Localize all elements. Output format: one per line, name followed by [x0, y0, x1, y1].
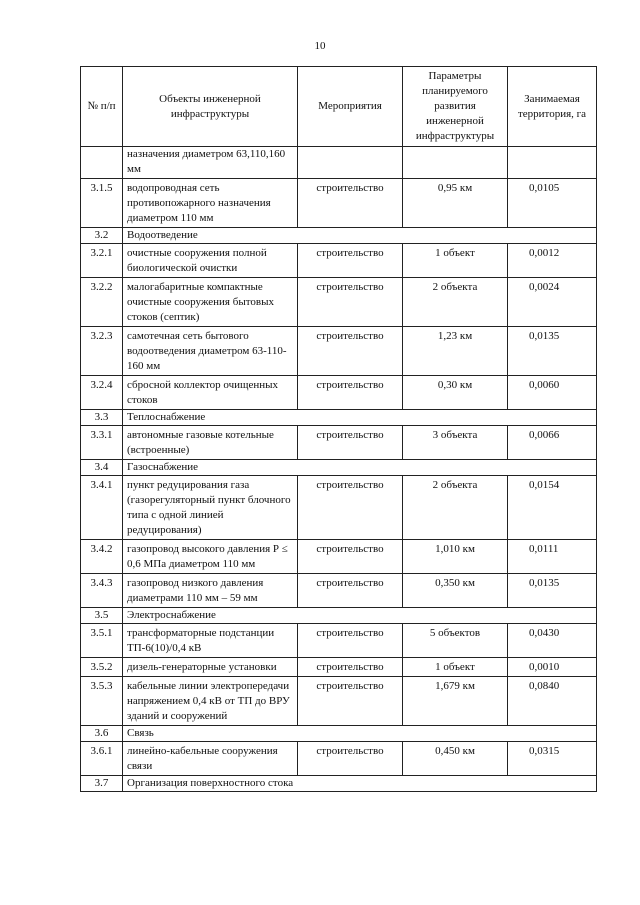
row-number: 3.1.5: [81, 179, 123, 228]
area-cell: 0,0135: [508, 327, 597, 376]
object-cell: кабельные линии электропередачи напряжением 0,4 кВ от ТП до ВРУ зданий и сооружений: [123, 677, 298, 726]
action-cell: строительство: [298, 658, 403, 677]
area-cell: 0,0105: [508, 179, 597, 228]
area-cell: 0,0315: [508, 742, 597, 776]
header-area: Занимаемая территория, га: [508, 67, 597, 147]
section-row: [81, 228, 597, 244]
area-cell: [508, 147, 597, 179]
object-cell: линейно-кабельные сооружения связи: [123, 742, 298, 776]
object-cell: пункт редуцирования газа (газорегуляторный пункт блочного типа с одной линией редуцирования): [123, 476, 298, 540]
area-cell: 0,0060: [508, 376, 597, 410]
area-cell: 0,0154: [508, 476, 597, 540]
row-number: 3.5.1: [81, 624, 123, 658]
action-cell: [298, 147, 403, 179]
table-row: [81, 742, 597, 776]
params-cell: 3 объекта: [403, 426, 508, 460]
row-number: 3.5.2: [81, 658, 123, 677]
table-row: [81, 658, 597, 677]
area-cell: 0,0430: [508, 624, 597, 658]
section-row: [81, 776, 597, 792]
table-row: [81, 278, 597, 327]
section-row: [81, 726, 597, 742]
params-cell: 0,450 км: [403, 742, 508, 776]
action-cell: строительство: [298, 742, 403, 776]
section-number: 3.5: [81, 608, 123, 624]
row-number: 3.6.1: [81, 742, 123, 776]
row-number: 3.2.4: [81, 376, 123, 410]
action-cell: строительство: [298, 426, 403, 460]
params-cell: 1 объект: [403, 244, 508, 278]
action-cell: строительство: [298, 677, 403, 726]
row-number: 3.4.2: [81, 540, 123, 574]
row-number: [81, 147, 123, 179]
row-number: 3.2.2: [81, 278, 123, 327]
header-num: № п/п: [81, 67, 123, 147]
header-params: Параметры планируемого развития инженерной инфраструктуры: [403, 67, 508, 147]
section-row: [81, 410, 597, 426]
params-cell: 0,350 км: [403, 574, 508, 608]
params-cell: 1 объект: [403, 658, 508, 677]
object-cell: сбросной коллектор очищенных стоков: [123, 376, 298, 410]
params-cell: 1,679 км: [403, 677, 508, 726]
params-cell: 2 объекта: [403, 476, 508, 540]
section-number: 3.6: [81, 726, 123, 742]
section-number: 3.3: [81, 410, 123, 426]
action-cell: строительство: [298, 376, 403, 410]
table-row: [81, 574, 597, 608]
section-number: 3.4: [81, 460, 123, 476]
section-title: Теплоснабжение: [123, 410, 597, 426]
area-cell: 0,0010: [508, 658, 597, 677]
action-cell: строительство: [298, 574, 403, 608]
params-cell: 2 объекта: [403, 278, 508, 327]
table-row: [81, 327, 597, 376]
header-action: Мероприятия: [298, 67, 403, 147]
area-cell: 0,0135: [508, 574, 597, 608]
area-cell: 0,0066: [508, 426, 597, 460]
row-number: 3.4.1: [81, 476, 123, 540]
table-row: [81, 244, 597, 278]
action-cell: строительство: [298, 327, 403, 376]
object-cell: газопровод низкого давления диаметрами 110 мм – 59 мм: [123, 574, 298, 608]
action-cell: строительство: [298, 540, 403, 574]
page-number: 10: [314, 40, 326, 52]
params-cell: 1,23 км: [403, 327, 508, 376]
table-row: [81, 476, 597, 540]
action-cell: строительство: [298, 179, 403, 228]
section-row: [81, 460, 597, 476]
object-cell: малогабаритные компактные очистные сооружения бытовых стоков (септик): [123, 278, 298, 327]
params-cell: 5 объектов: [403, 624, 508, 658]
action-cell: строительство: [298, 476, 403, 540]
params-cell: 1,010 км: [403, 540, 508, 574]
section-title: Газоснабжение: [123, 460, 597, 476]
section-title: Электроснабжение: [123, 608, 597, 624]
continuation-row: [81, 147, 597, 179]
section-number: 3.7: [81, 776, 123, 792]
section-title: Водоотведение: [123, 228, 597, 244]
object-cell: самотечная сеть бытового водоотведения диаметром 63-110-160 мм: [123, 327, 298, 376]
section-title: Организация поверхностного стока: [123, 776, 597, 792]
object-cell: назначения диаметром 63,110,160 мм: [123, 147, 298, 179]
object-cell: трансформаторные подстанции ТП-6(10)/0,4 кВ: [123, 624, 298, 658]
object-cell: водопроводная сеть противопожарного назначения диаметром 110 мм: [123, 179, 298, 228]
table-row: [81, 540, 597, 574]
section-row: [81, 608, 597, 624]
table-row: [81, 677, 597, 726]
area-cell: 0,0012: [508, 244, 597, 278]
object-cell: автономные газовые котельные (встроенные): [123, 426, 298, 460]
object-cell: дизель-генераторные установки: [123, 658, 298, 677]
params-cell: 0,95 км: [403, 179, 508, 228]
area-cell: 0,0840: [508, 677, 597, 726]
params-cell: [403, 147, 508, 179]
row-number: 3.3.1: [81, 426, 123, 460]
table-row: [81, 179, 597, 228]
params-cell: 0,30 км: [403, 376, 508, 410]
table-body: [81, 147, 597, 792]
object-cell: газопровод высокого давления Р ≤ 0,6 МПа диаметром 110 мм: [123, 540, 298, 574]
area-cell: 0,0024: [508, 278, 597, 327]
row-number: 3.2.3: [81, 327, 123, 376]
action-cell: строительство: [298, 624, 403, 658]
table-row: [81, 376, 597, 410]
table-row: [81, 426, 597, 460]
row-number: 3.2.1: [81, 244, 123, 278]
section-number: 3.2: [81, 228, 123, 244]
area-cell: 0,0111: [508, 540, 597, 574]
object-cell: очистные сооружения полной биологической очистки: [123, 244, 298, 278]
action-cell: строительство: [298, 244, 403, 278]
table-header-row: [81, 67, 597, 147]
row-number: 3.4.3: [81, 574, 123, 608]
section-title: Связь: [123, 726, 597, 742]
header-object: Объекты инженерной инфраструктуры: [123, 67, 298, 147]
infrastructure-table: [80, 66, 597, 792]
action-cell: строительство: [298, 278, 403, 327]
row-number: 3.5.3: [81, 677, 123, 726]
table-row: [81, 624, 597, 658]
